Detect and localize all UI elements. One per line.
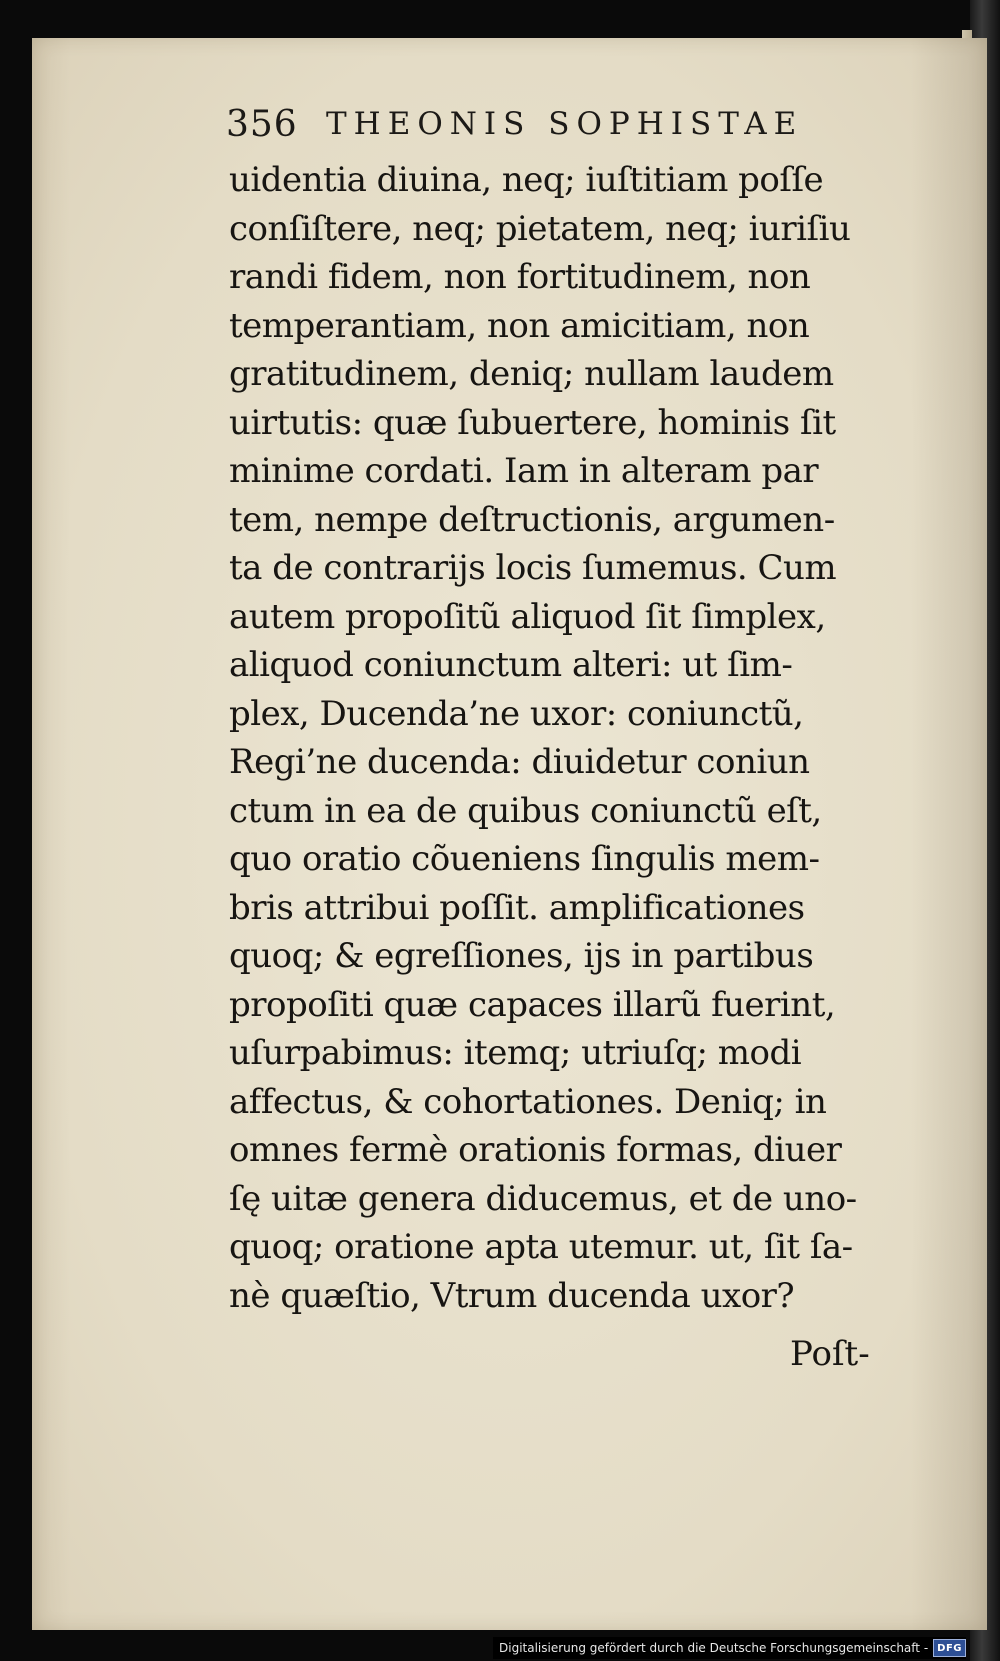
text-line: tem, nempe deſtructionis, argumen-: [229, 499, 835, 540]
text-line: randi fidem, non fortitudinem, non: [229, 257, 811, 297]
text-line: quoq; oratione apta utemur. ut, ſit ſa-: [229, 1227, 853, 1267]
text-line: ſę uitæ genera diducemus, et de uno-: [229, 1178, 857, 1219]
text-line: uidentia diuina, neq; iuſtitiam poſſe: [229, 160, 824, 200]
text-line: minime cordati. Iam in alteram par: [229, 451, 819, 491]
text-line: temperantiam, non amicitiam, non: [229, 305, 810, 346]
text-line: quoq; & egreſſiones, ijs in partibus: [229, 936, 814, 976]
running-head: THEONIS SOPHISTAE: [326, 106, 804, 142]
digitization-credit: [493, 1637, 966, 1659]
body-text: [229, 156, 869, 1320]
text-line: plex, Ducenda’ne uxor: coniunctũ,: [229, 693, 804, 734]
text-line: propoſiti quæ capaces illarũ fuerint,: [229, 984, 836, 1025]
text-line: bris attribui poſſit. amplificationes: [229, 887, 805, 928]
catchword: Poſt-: [790, 1334, 870, 1374]
text-line: autem propoſitũ aliquod ſit ſimplex,: [229, 596, 826, 637]
text-line: conſiſtere, neq; pietatem, neq; iuriſiu: [229, 208, 851, 249]
credit-text: Digitalisierung gefördert durch die Deutsche Forschungsgemeinschaft -: [499, 1641, 929, 1655]
page-header: [226, 102, 846, 152]
text-line: ctum in ea de quibus coniunctũ eſt,: [229, 790, 822, 831]
dfg-logo: DFG: [933, 1639, 966, 1657]
text-line: Regi’ne ducenda: diuidetur coniun: [229, 742, 810, 782]
text-line: uirtutis: quæ ſubuertere, hominis ſit: [229, 402, 836, 443]
text-line: omnes fermè orationis formas, diuer: [229, 1130, 842, 1170]
page-number: 356: [226, 104, 298, 145]
text-line: aliquod coniunctum alteri: ut ſim-: [229, 645, 793, 685]
text-line: uſurpabimus: itemq; utriuſq; modi: [229, 1033, 802, 1073]
text-line: gratitudinem, deniq; nullam laudem: [229, 354, 834, 394]
text-line: affectus, & cohortationes. Deniq; in: [229, 1081, 827, 1122]
text-line: nè quæſtio, Vtrum ducenda uxor?: [229, 1275, 795, 1316]
text-line: quo oratio cõueniens ſingulis mem-: [229, 839, 820, 879]
text-line: ta de contrarijs locis ſumemus. Cum: [229, 548, 837, 588]
